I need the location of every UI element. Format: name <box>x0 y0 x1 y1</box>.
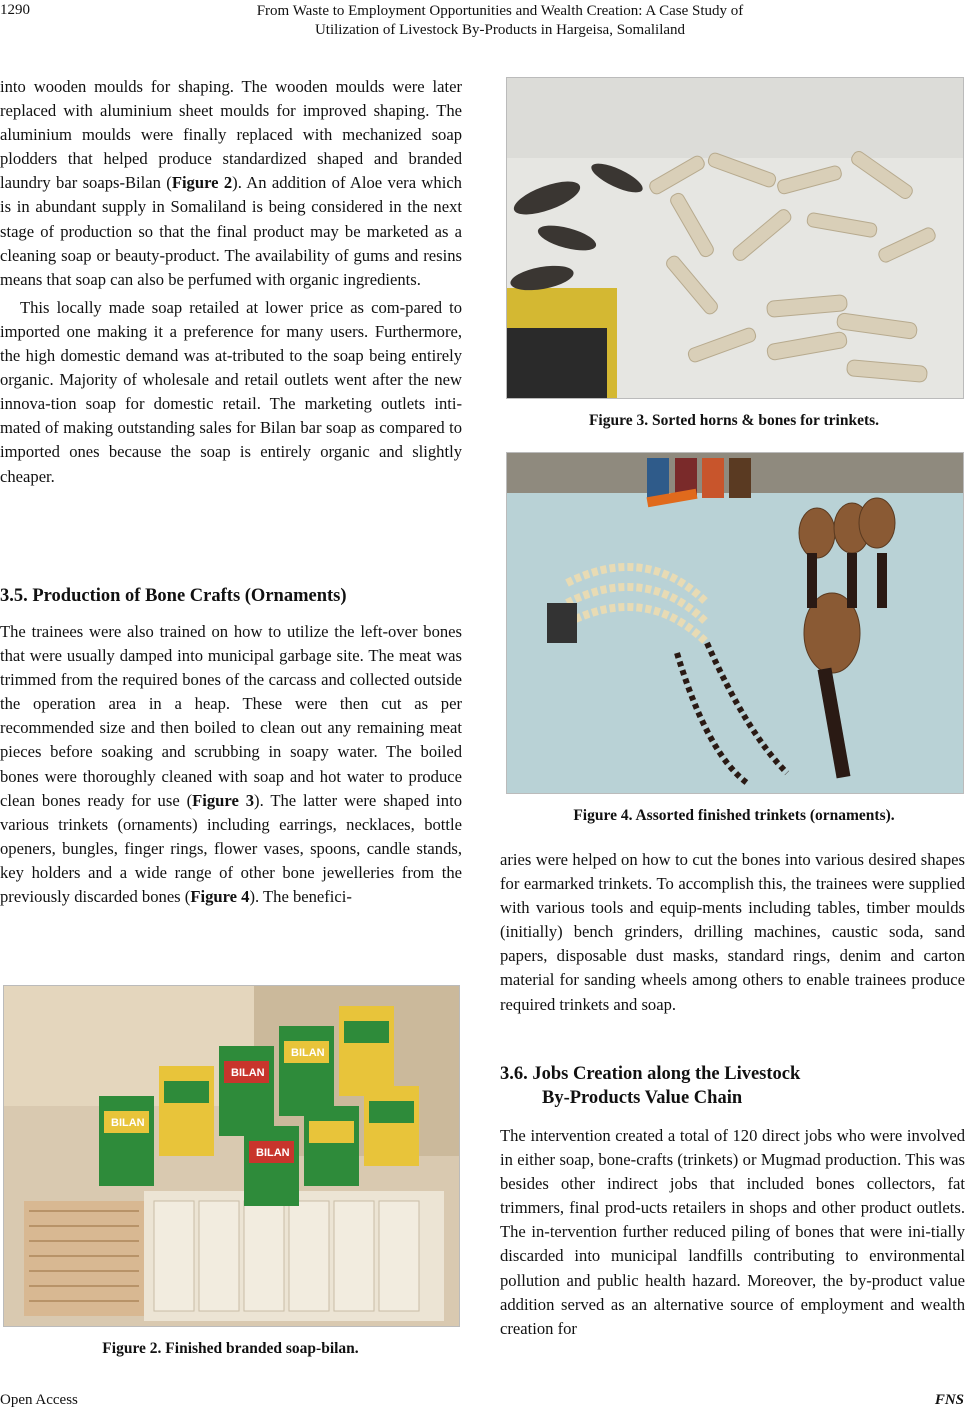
footer-journal: FNS <box>934 1392 964 1408</box>
figure-3-reference[interactable]: Figure 3 <box>192 790 255 810</box>
figure-3-caption: Figure 3. Sorted horns & bones for trinkets. <box>588 412 880 429</box>
paragraph-soap-moulds <box>0 75 462 292</box>
footer-open-access: Open Access <box>0 1392 78 1408</box>
bones-horns-illustration <box>507 78 963 398</box>
trinkets-illustration <box>507 453 963 793</box>
text-run: ). An addition of Aloe vera which is in abundant supply in Somaliland is being considered in the next stage of production so that the final product may be marketed as a cleaning soap or beauty-product. The availability of gums and resins means that soap can also be perfumed with organic ingredients. <box>0 173 462 289</box>
soap-stack-illustration <box>4 986 459 1326</box>
text-run: The trainees were also trained on how to utilize the left-over bones that were usually damped into municipal garbage site. The meat was trimmed from the required bones of the carcass and collected outside the operation area in a heap. These were then cut as per recommended size and then boiled to clean out any remaining meat pieces before soaking and scrubbing in soapy water. The boiled bones were thoroughly cleaned with soap and hot water to produce clean bones ready for use ( <box>0 622 462 810</box>
section-heading-3-5: 3.5. Production of Bone Crafts (Ornaments) <box>0 586 347 606</box>
text-run: into wooden moulds for shaping. The wooden moulds were later replaced with aluminium sheet moulds for improved shaping. The aluminium moulds were finally replaced with mechanized soap plodders that helped produce standardized shaped and branded laundry bar soaps-Bilan ( <box>0 77 462 193</box>
figure-4-image <box>506 452 964 794</box>
running-header-line-2: Utilization of Livestock By-Products in Hargeisa, Somaliland <box>314 22 686 38</box>
left-column-top <box>0 75 462 489</box>
section-heading-3-6-line-1: 3.6. Jobs Creation along the Livestock <box>500 1064 801 1084</box>
page-number: 1290 <box>0 2 30 18</box>
section-heading-3-6-line-2: By-Products Value Chain <box>542 1088 743 1108</box>
soap-brand-label: BILAN <box>111 1117 145 1129</box>
paragraph-soap-pricing: This locally made soap retailed at lower price as com-pared to imported one making it a preference for many users. Furthermore, the high domestic demand was at-tributed to the soap being entirely organic. Majority of wholesale and retail outlets went after the new innova-tion soap for domestic retail. The marketing outlets inti-mated of making outstanding sales for Bilan bar soap as compared to imported ones because the soap is entirely organic and slightly cheaper. <box>0 297 462 486</box>
figure-4-caption: Figure 4. Assorted finished trinkets (ornaments). <box>573 807 895 824</box>
right-column-middle <box>500 848 965 1017</box>
figure-3-image <box>506 77 964 399</box>
figure-4-reference[interactable]: Figure 4 <box>190 887 250 907</box>
paragraph-jobs-creation: The intervention created a total of 120 direct jobs who were involved in either soap, bone-crafts (trinkets) or Mugmad production. This was besides other indirect jobs that included bones collectors, fat trimmers, final prod-ucts retailers in shops and other product outlets. The in-tervention further reduced piling of bones that were ini-tially discarded into municipal landfills contributing to environmental pollution and public health hazard. Moreover, the by-product value addition served as an alternative source of employment and wealth creation for <box>500 1126 965 1338</box>
figure-2-caption: Figure 2. Finished branded soap-bilan. <box>102 1340 359 1357</box>
soap-brand-label: BILAN <box>291 1047 325 1059</box>
text-run: ). The benefici- <box>249 887 352 907</box>
running-header <box>200 2 800 40</box>
running-header-line-1: From Waste to Employment Opportunities and Wealth Creation: A Case Study of <box>256 3 744 19</box>
left-column-bottom <box>0 620 462 909</box>
soap-brand-label: BILAN <box>231 1067 265 1079</box>
section-heading-3-6 <box>500 1062 965 1110</box>
text-run: ). The latter were shaped into various trinkets (ornaments) including earrings, necklaces, bottle openers, bungles, finger rings, flower vases, spoons, candle stands, key holders and a wide range of other bone jewelleries from the previously discarded bones ( <box>0 790 462 907</box>
paragraph-bone-crafts <box>0 620 462 909</box>
figure-2-reference[interactable]: Figure 2 <box>171 173 233 193</box>
paragraph-beneficiaries-tools: aries were helped on how to cut the bones into various desired shapes for earmarked trinkets. To accomplish this, the trainees were supplied with various tools and equip-ments including tables, timber moulds (initially) bench grinders, drilling machines, caustic soda, sand papers, disposable dust masks, standard rings, denim and carton material for sanding wheels among others to enable trainees produce required trinkets and soap. <box>500 850 965 1014</box>
right-column-bottom <box>500 1124 965 1341</box>
figure-2-image <box>3 985 460 1327</box>
soap-brand-label: BILAN <box>256 1147 290 1159</box>
